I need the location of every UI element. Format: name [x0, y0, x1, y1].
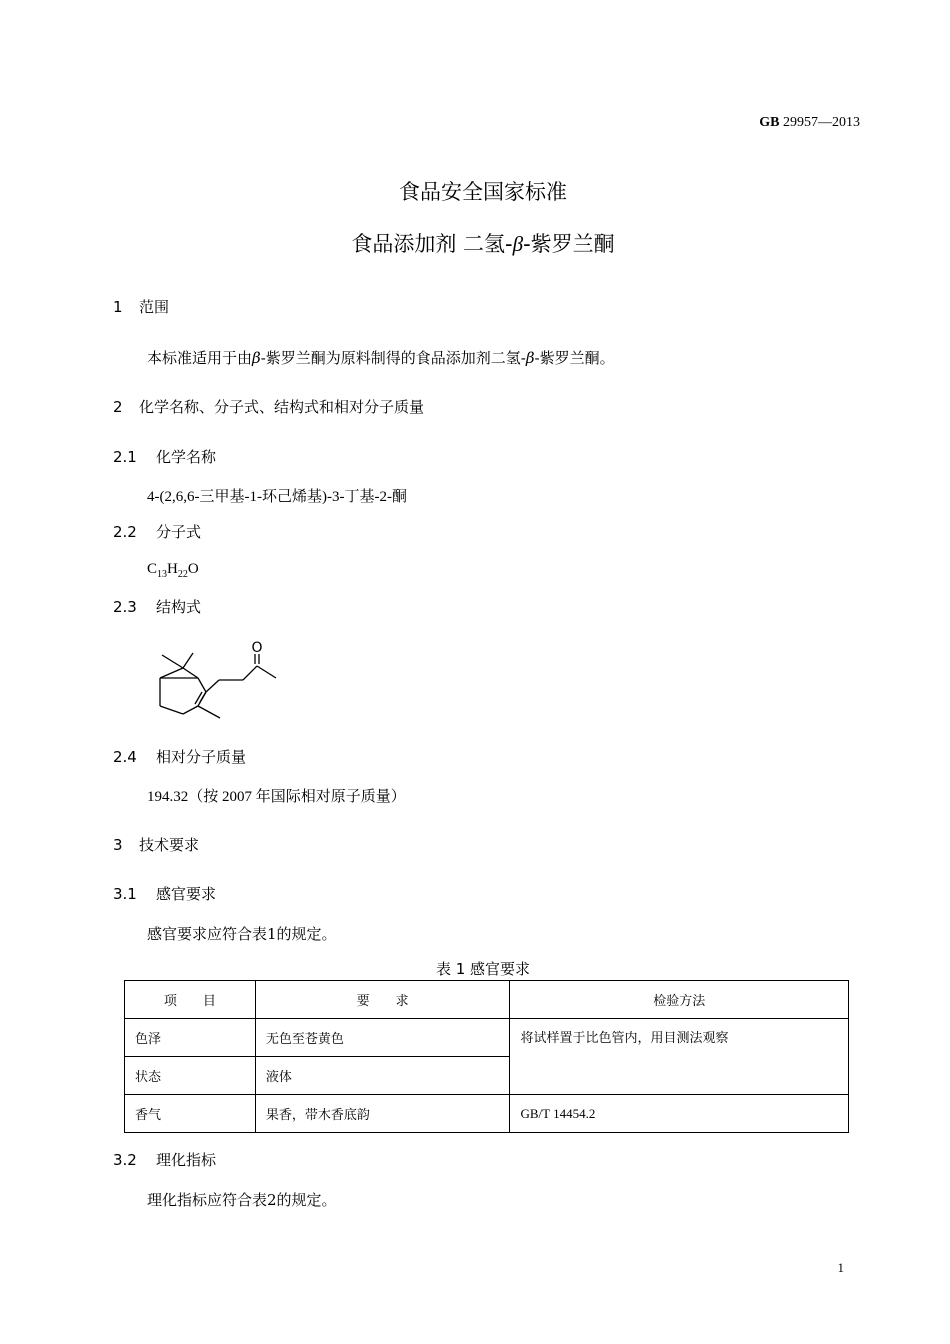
formula-c: C [147, 561, 158, 577]
structure-bonds [160, 653, 276, 718]
table-cell: 液体 [255, 1057, 510, 1095]
section-2-2-title: 分子式 [156, 523, 202, 541]
title-line-2 [0, 228, 950, 258]
scope-beta-1: β [252, 349, 261, 367]
ring-bond [183, 668, 198, 678]
title-beta: β [512, 232, 524, 256]
formula-c-sub: 13 [157, 569, 168, 580]
chemical-name: 4-(2,6,6-三甲基-1-环己烯基)-3-丁基-2-酮 [147, 489, 407, 505]
section-3-2-title: 理化指标 [156, 1151, 217, 1169]
section-2-3-number: 2.3 [113, 598, 137, 616]
title-line-2-suffix: -紫罗兰酮 [523, 232, 615, 256]
ring-bond [183, 706, 198, 714]
section-2-title: 化学名称、分子式、结构式和相对分子质量 [139, 398, 425, 416]
formula-h: H [167, 561, 178, 577]
ring-bond [160, 668, 183, 678]
ring-bond [198, 678, 206, 692]
section-2-4-heading [113, 746, 246, 767]
scope-text-b: -紫罗兰酮为原料制得的食品添加剂二氢- [260, 349, 526, 367]
title-line-1: 食品安全国家标准 [399, 180, 567, 204]
section-3-1-title: 感官要求 [156, 885, 217, 903]
table-header-row [125, 981, 849, 1019]
standard-code: 29957—2013 [783, 115, 860, 130]
table-1 [124, 980, 849, 1133]
table-header-cell: 项 目 [125, 981, 256, 1019]
section-2-2-heading [113, 521, 201, 542]
table-cell: 果香，带木香底韵 [255, 1095, 510, 1133]
table-row [125, 1019, 849, 1057]
scope-text-c: -紫罗兰酮。 [534, 349, 615, 367]
section-2-2-number: 2.2 [113, 523, 137, 541]
page-number: 1 [837, 1260, 844, 1275]
ring-double-bond [195, 692, 202, 704]
scope-text-a: 本标准适用于由 [147, 349, 253, 367]
section-3-heading [113, 834, 199, 855]
table-cell: 无色至苍黄色 [255, 1019, 510, 1057]
section-1-number: 1 [113, 298, 123, 316]
section-2-3-heading [113, 596, 201, 617]
table-cell: 香气 [125, 1095, 256, 1133]
section-2-4-number: 2.4 [113, 748, 137, 766]
table-row [125, 1095, 849, 1133]
methyl-bond [198, 706, 220, 718]
section-1-heading [113, 296, 169, 317]
formula-h-sub: 22 [177, 569, 188, 580]
section-3-number: 3 [113, 836, 123, 854]
section-2-1-heading [113, 446, 216, 467]
section-1-title: 范围 [139, 298, 170, 316]
section-3-1-text: 感官要求应符合表1的规定。 [147, 925, 337, 943]
section-2-1-number: 2.1 [113, 448, 137, 466]
section-2-4-title: 相对分子质量 [156, 748, 247, 766]
section-3-1-heading [113, 883, 216, 904]
table-cell: 色泽 [125, 1019, 256, 1057]
table-cell: GB/T 14454.2 [510, 1095, 849, 1133]
molecular-formula [147, 561, 199, 580]
section-2-heading [113, 396, 424, 417]
table-1-caption: 表 1 感官要求 [435, 960, 531, 978]
standard-prefix: GB [759, 115, 780, 130]
chain-bond [257, 666, 276, 678]
section-2-number: 2 [113, 398, 123, 416]
molecular-mass: 194.32（按 2007 年国际相对原子质量） [147, 789, 406, 805]
methyl-bond [183, 653, 193, 668]
section-1-text [147, 347, 615, 368]
structural-formula [140, 630, 300, 730]
section-3-2-text: 理化指标应符合表2的规定。 [147, 1191, 337, 1209]
section-3-1-number: 3.1 [113, 885, 137, 903]
chain-bond [243, 666, 257, 680]
formula-o: O [187, 561, 199, 577]
ring-bond [160, 706, 183, 714]
scope-beta-2: β [525, 349, 535, 367]
standard-number [759, 115, 860, 131]
section-3-2-heading [113, 1149, 216, 1170]
section-3-title: 技术要求 [139, 836, 200, 854]
section-3-2-number: 3.2 [113, 1151, 137, 1169]
section-2-3-title: 结构式 [156, 598, 202, 616]
table-cell: 将试样置于比色管内，用目测法观察 [510, 1019, 849, 1095]
section-2-1-title: 化学名称 [156, 448, 217, 466]
chain-bond [206, 680, 219, 692]
table-header-cell: 要 求 [255, 981, 510, 1019]
table-cell: 状态 [125, 1057, 256, 1095]
methyl-bond [162, 655, 183, 668]
title-line-2-prefix: 食品添加剂 二氢- [351, 232, 513, 256]
oxygen-atom: O [251, 640, 263, 656]
table-header-cell: 检验方法 [510, 981, 849, 1019]
